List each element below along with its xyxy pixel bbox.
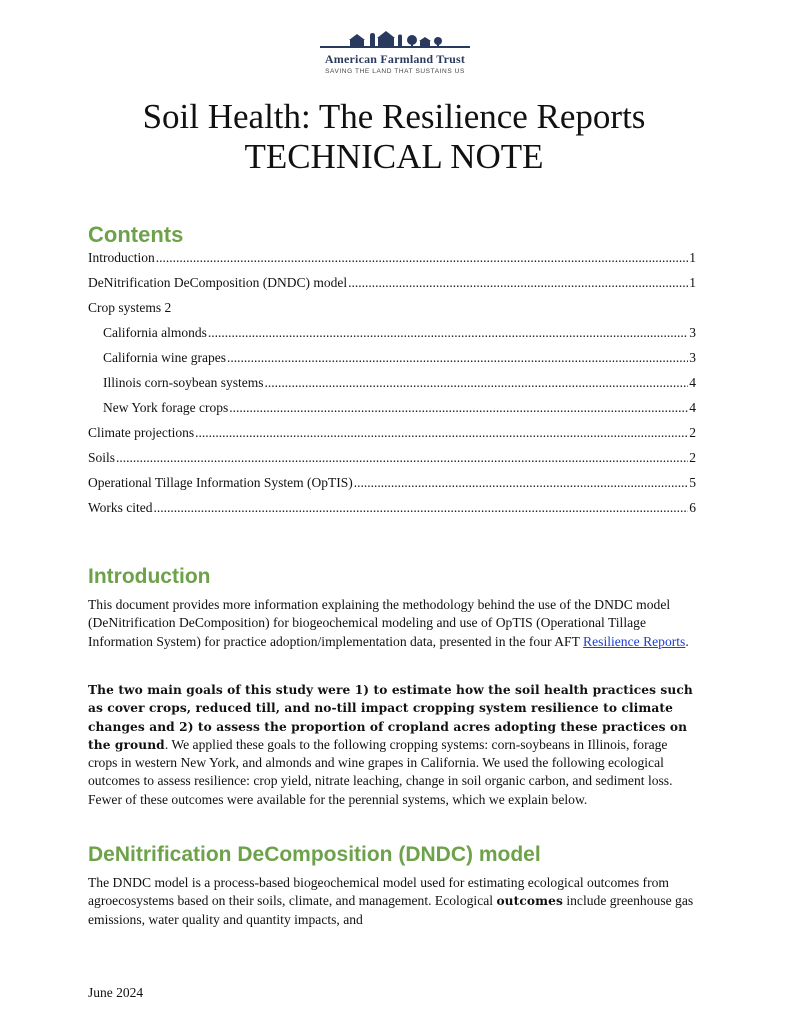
document-title (0, 97, 788, 177)
toc-entry-page: 3 (689, 325, 696, 340)
toc-entry-label: California wine grapes (103, 350, 226, 365)
toc-entry[interactable] (88, 250, 696, 275)
study-goals-bold: The two main goals of this study were 1) to estimate how the soil health practices such as cover crops, reduced till, and no-till impact cropping system resilience to climate changes and 2) to assess the proportion of cropland acres adopting these practices on the ground (88, 683, 693, 752)
toc-entry-label: Works cited (88, 500, 153, 515)
toc-dot-leader (116, 450, 688, 466)
toc-entry-label: New York forage crops (103, 400, 229, 415)
toc-entry-label: Climate projections (88, 425, 195, 440)
toc-entry[interactable] (88, 275, 696, 300)
toc-entry[interactable] (88, 375, 696, 400)
toc-dot-leader (264, 375, 688, 391)
toc-entry[interactable] (88, 400, 696, 425)
toc-entry[interactable] (88, 325, 696, 350)
toc-entry-page: 2 (689, 450, 696, 465)
title-line-1: Soil Health: The Resilience Reports (142, 97, 646, 136)
toc-dot-leader (208, 325, 688, 341)
toc-entry[interactable] (88, 300, 696, 325)
toc-entry[interactable] (88, 350, 696, 375)
introduction-heading: Introduction (88, 565, 211, 588)
toc-dot-leader (156, 250, 689, 266)
toc-dot-leader (354, 475, 689, 491)
title-line-2: TECHNICAL NOTE (244, 137, 544, 176)
toc-entry-page: 6 (689, 500, 696, 515)
toc-entry-page: 5 (689, 475, 696, 490)
intro-p1-end: . (685, 633, 689, 649)
toc-entry-page: 4 (689, 400, 696, 415)
toc-entry[interactable] (88, 500, 696, 525)
logo-name: American Farmland Trust (324, 52, 466, 66)
toc-entry[interactable] (88, 450, 696, 475)
toc-heading: Contents (88, 222, 184, 247)
toc-entry-page: 4 (689, 375, 696, 390)
toc-entry-label: Introduction (88, 250, 155, 265)
toc-dot-leader (154, 500, 689, 516)
footer-date: June 2024 (88, 985, 144, 1000)
toc-entry-label: Illinois corn-soybean systems (103, 375, 264, 390)
intro-p2-rest: . We applied these goals to the following cropping systems: corn-soybeans in Illinois, forage crops in western New York, and almonds and wine grapes in California. We used the following ecological outcomes to assess resilience: crop yield, nitrate leaching, change in soil organic carbon, and sediment loss. Fewer of these outcomes were available for the perennial systems, which we explain below. (88, 736, 673, 807)
dndc-outcomes-bold: outcomes (496, 894, 563, 909)
toc-entry-page: 1 (689, 275, 696, 290)
toc-entry-label: Operational Tillage Information System (OpTIS) (88, 475, 353, 490)
toc-entry-label: DeNitrification DeComposition (DNDC) model (88, 275, 348, 290)
toc-dot-leader (229, 400, 688, 416)
dndc-p1-end: include greenhouse gas emissions, water quality and quantity impacts, and (88, 893, 694, 927)
toc-entry-label: California almonds (103, 325, 207, 340)
toc-entry-label: Crop systems 2 (88, 300, 172, 315)
dndc-p1-start: The DNDC model is a process-based biogeochemical model used for estimating ecological outcomes from agroecosystems based on their soils, climate, and management. Ecological (88, 875, 669, 909)
dndc-heading: DeNitrification DeComposition (DNDC) model (88, 843, 541, 866)
toc-entry-page: 3 (689, 350, 696, 365)
intro-p1-text: This document provides more information explaining the methodology behind the use of the DNDC model (DeNitrification DeComposition) for biogeochemical modeling and use of OpTIS (Operational Tillage Information System) for practice adoption/implementation data, presented in the four AFT (88, 597, 671, 649)
toc-dot-leader (195, 425, 688, 441)
introduction-paragraph-1 (88, 596, 700, 651)
farm-skyline-icon (320, 28, 470, 50)
table-of-contents (88, 250, 696, 525)
toc-entry-page: 2 (689, 425, 696, 440)
resilience-reports-link[interactable]: Resilience Reports (583, 633, 686, 649)
dndc-paragraph (88, 874, 700, 929)
toc-entry[interactable] (88, 475, 696, 500)
toc-dot-leader (227, 350, 688, 366)
logo-tagline: SAVING THE LAND THAT SUSTAINS US (325, 68, 465, 75)
toc-dot-leader (348, 275, 688, 291)
toc-entry-page: 1 (689, 250, 696, 265)
aft-logo (300, 28, 490, 75)
toc-entry-label: Soils (88, 450, 116, 465)
introduction-paragraph-2 (88, 681, 700, 809)
toc-entry[interactable] (88, 425, 696, 450)
